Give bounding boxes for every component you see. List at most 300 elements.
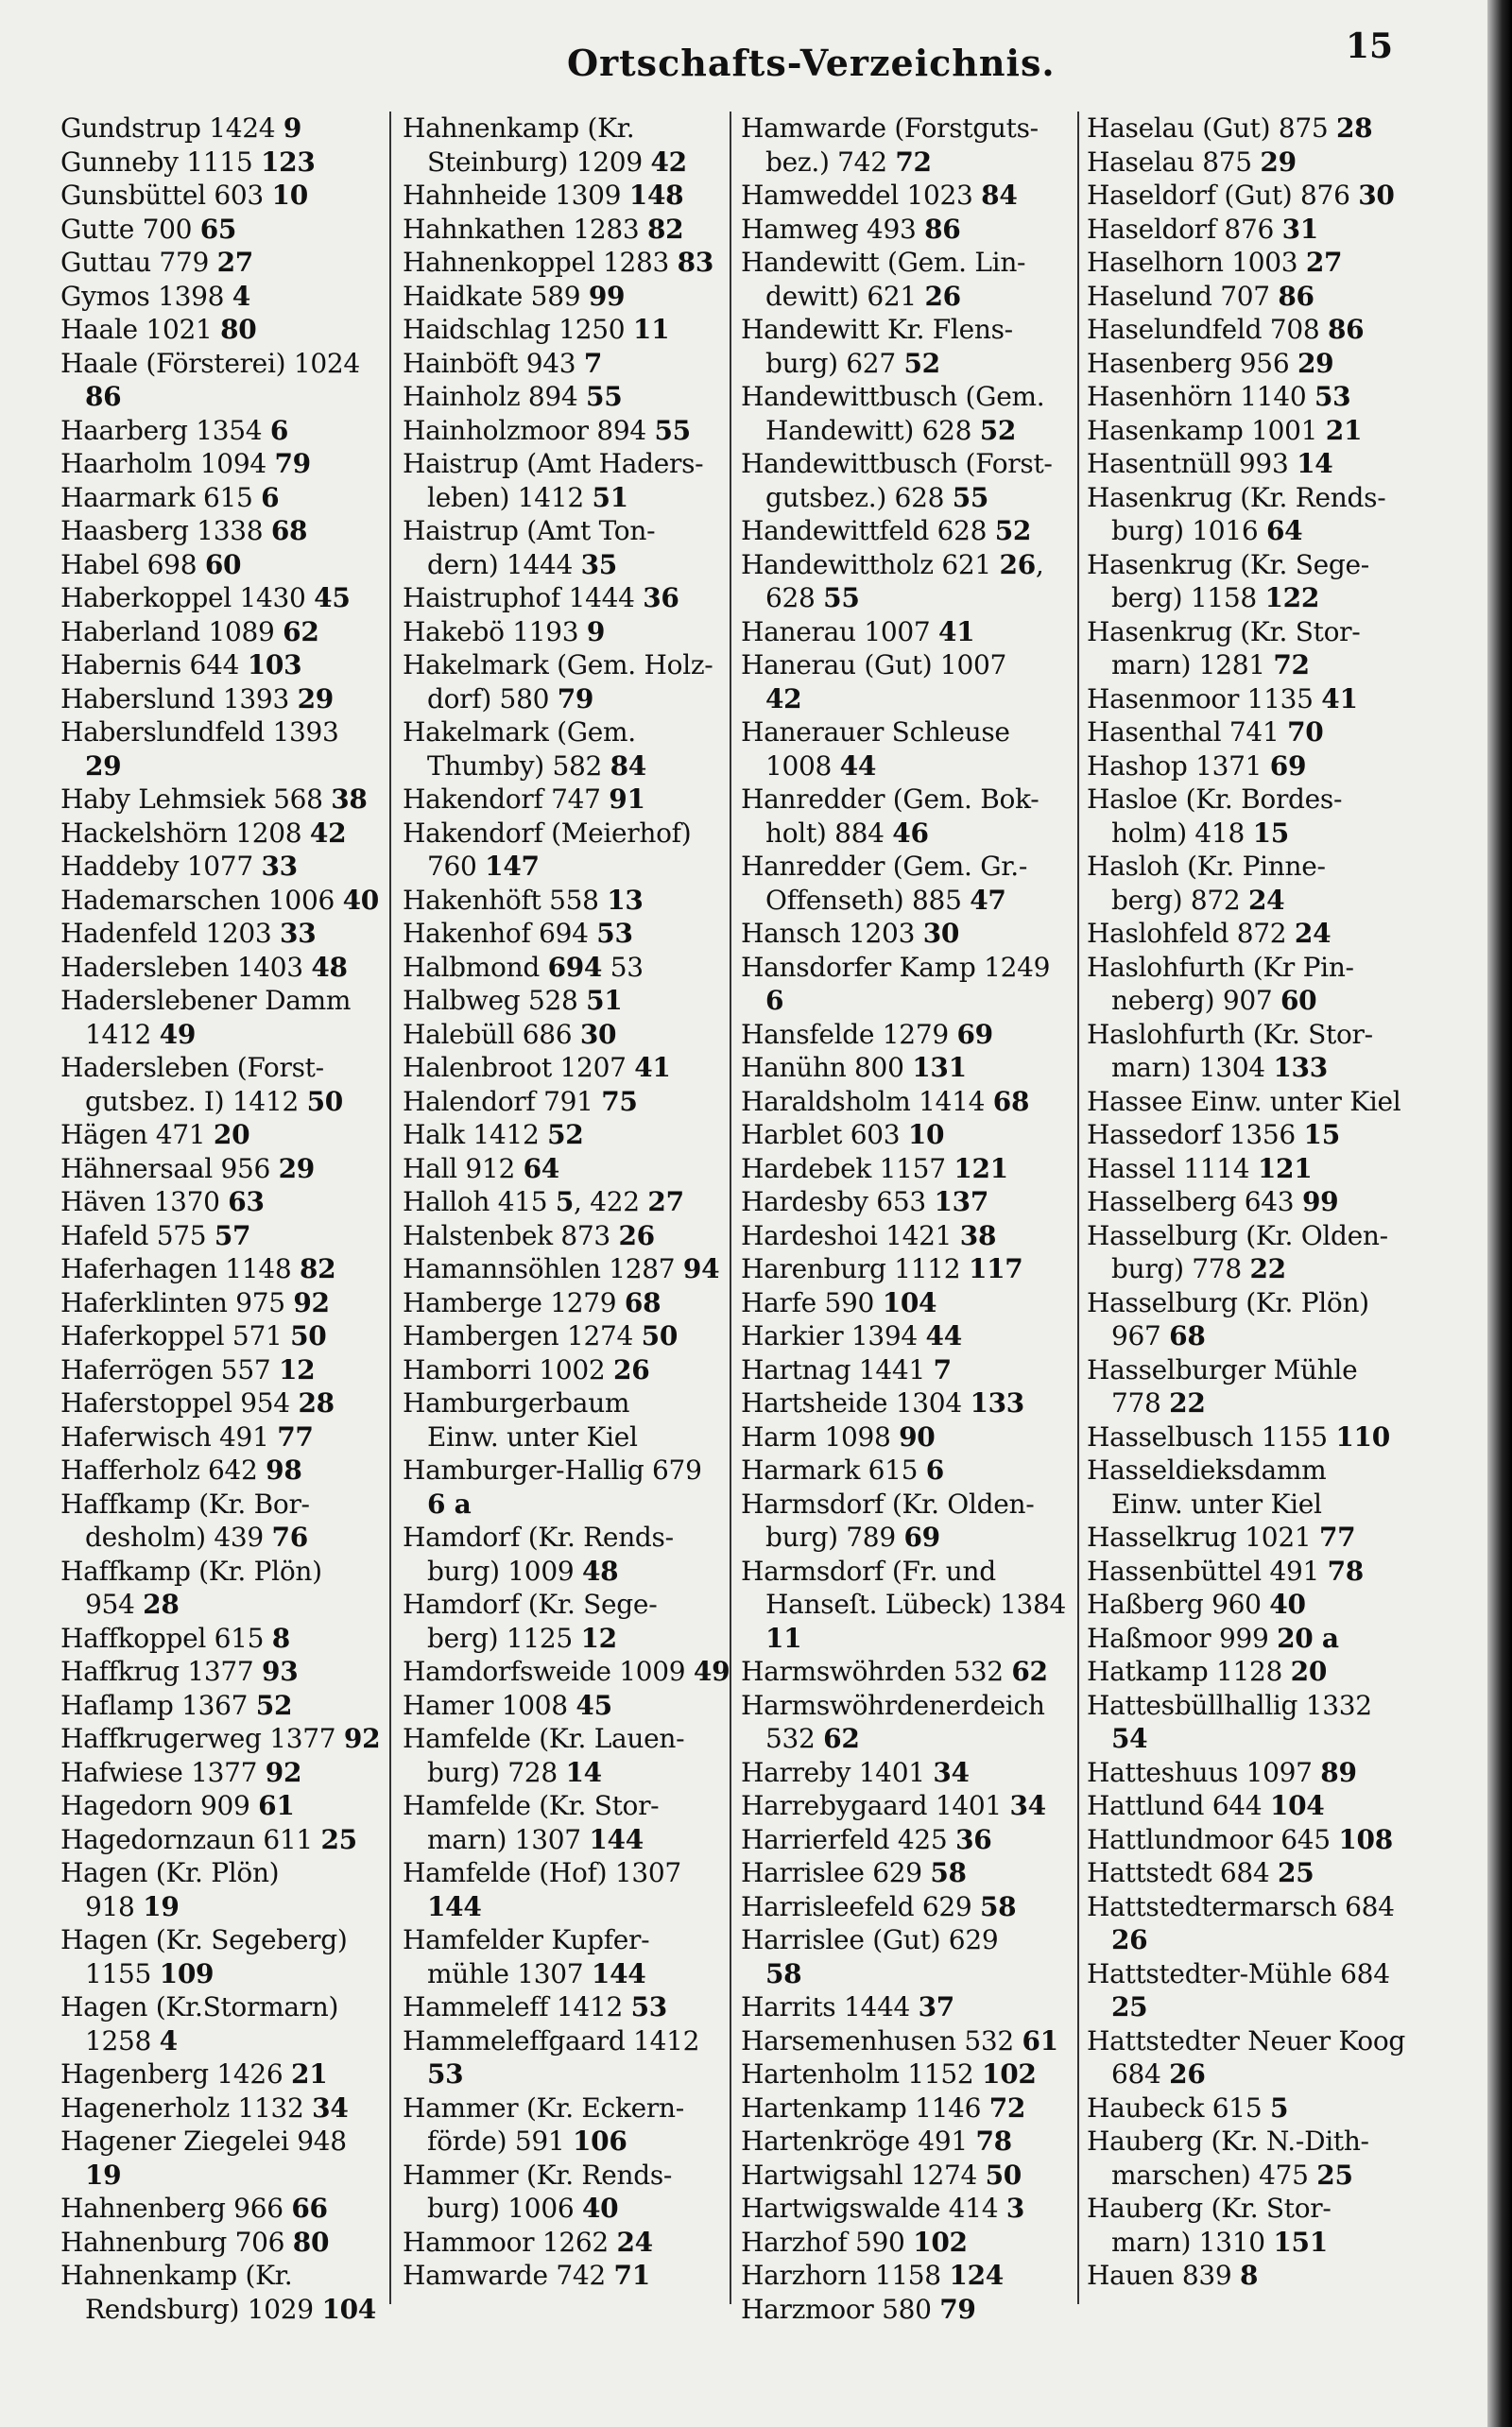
entry-page-ref: 29 [1297, 347, 1334, 379]
entry-text: Hagenerholz 1132 [60, 2091, 313, 2124]
entry-page-ref: 8 [271, 1622, 290, 1654]
entry-page-ref: 42 [765, 682, 802, 714]
index-entry-line [741, 1018, 1072, 1052]
entry-page-ref: 55 [823, 582, 860, 613]
index-entry-line [60, 817, 382, 851]
index-entry-line [60, 1789, 382, 1823]
index-entry-line [60, 783, 382, 817]
index-entry-line [741, 481, 1072, 515]
index-entry-line [741, 1890, 1072, 1924]
index-entry-line [403, 1789, 724, 1823]
entry-page-ref: 99 [588, 280, 626, 312]
index-entry-line [1087, 581, 1446, 615]
index-entry-line [1087, 146, 1446, 180]
entry-text: Hadenfeld 1203 [60, 918, 281, 949]
entry-page-ref: 48 [581, 1555, 619, 1587]
index-entry-line [403, 514, 724, 548]
index-entry-line [741, 817, 1072, 851]
index-entry-line [60, 1488, 382, 1522]
index-entry-line [741, 1353, 1072, 1387]
index-entry-line [1087, 1319, 1446, 1353]
entry-text: Hassenbüttel 491 [1087, 1555, 1328, 1587]
index-entry-line [1087, 1856, 1446, 1890]
entry-page-ref: 77 [1318, 1522, 1356, 1553]
index-entry-line [1087, 682, 1446, 716]
entry-page-ref: 53 [596, 918, 633, 949]
entry-page-ref: 78 [1327, 1555, 1364, 1587]
entry-text: Haffkrug 1377 [60, 1656, 263, 1687]
entry-text: 53 [602, 951, 644, 983]
column-divider [389, 112, 391, 2304]
entry-text: Hasselburg (Kr. Olden- [1087, 1219, 1388, 1251]
entry-text: Hamwarde 742 [403, 2260, 614, 2291]
index-entry-line [741, 648, 1072, 682]
entry-page-ref: 144 [591, 1957, 646, 1989]
index-entry-line [403, 347, 724, 381]
index-entry-line [741, 1823, 1072, 1857]
index-entry-line [403, 2024, 724, 2058]
entry-page-ref: 34 [312, 2091, 349, 2124]
entry-page-ref: 42 [309, 817, 347, 849]
entry-page-ref: 103 [247, 649, 302, 680]
entry-text: Handewitt (Gem. Lin- [741, 247, 1026, 278]
index-entry-line [741, 682, 1072, 716]
entry-page-ref: 80 [220, 314, 257, 345]
index-entry-line [1087, 2024, 1446, 2058]
index-entry-line [741, 1252, 1072, 1286]
index-entry-line [60, 1923, 382, 1957]
entry-page-ref: 6 [269, 414, 289, 446]
entry-text: Harrisleefeld 629 [741, 1890, 980, 1922]
index-entry-line [60, 179, 382, 213]
entry-text: Halbmond [403, 951, 548, 983]
entry-page-ref: 34 [933, 1756, 970, 1788]
index-column-2 [403, 112, 730, 2418]
index-entry-line [1087, 1420, 1446, 1454]
entry-text: Harzhorn 1158 [741, 2260, 950, 2291]
index-entry-line [1087, 1353, 1446, 1387]
entry-text: Hademarschen 1006 [60, 884, 343, 916]
entry-text: Hasenmoor 1135 [1087, 682, 1322, 714]
entry-page-ref: 5 [555, 1186, 575, 1217]
entry-text: Halk 1412 [403, 1119, 548, 1150]
index-entry-line [1087, 1488, 1446, 1522]
entry-text: Hauberg (Kr. Stor- [1087, 2193, 1332, 2224]
entry-text: Haarmark 615 [60, 481, 262, 513]
entry-text: 778 [1111, 1387, 1170, 1419]
index-entry-line [60, 648, 382, 682]
index-entry-line [1087, 1252, 1446, 1286]
entry-page-ref: 21 [1325, 414, 1363, 446]
index-entry-line [741, 1521, 1072, 1555]
index-entry-line [1087, 1622, 1446, 1656]
entry-page-ref: 10 [907, 1119, 945, 1150]
entry-text: Halbweg 528 [403, 985, 587, 1016]
index-entry-line [60, 1152, 382, 1186]
entry-text: Haferrögen 557 [60, 1353, 279, 1386]
index-entry-line [1087, 1185, 1446, 1219]
entry-text: Haferstoppel 954 [60, 1387, 299, 1419]
index-entry-line [60, 1689, 382, 1723]
entry-text: Hainholzmoor 894 [403, 414, 655, 446]
entry-text: Hanseſt. Lübeck) 1384 [765, 1589, 1067, 1620]
entry-text: Haubeck 615 [1087, 2091, 1270, 2124]
entry-page-ref: 82 [647, 213, 684, 245]
entry-page-ref: 92 [293, 1286, 330, 1318]
entry-page-ref: 30 [922, 918, 960, 949]
entry-text: Hamer 1008 [403, 1689, 576, 1721]
entry-text: Hakendorf 747 [403, 783, 610, 815]
index-entry-line [741, 2293, 1072, 2327]
entry-page-ref: 137 [934, 1186, 989, 1217]
entry-page-ref: 63 [228, 1186, 265, 1217]
entry-text: Hagen (Kr.Stormarn) [60, 1991, 339, 2022]
entry-page-ref: 6 a [427, 1488, 472, 1520]
entry-text: Habernis 644 [60, 649, 248, 680]
index-entry-line [403, 1051, 724, 1085]
entry-text: Hamdorf (Kr. Sege- [403, 1589, 658, 1620]
entry-page-ref: 86 [85, 381, 122, 412]
entry-page-ref: 77 [277, 1420, 314, 1453]
entry-text: Haßberg 960 [1087, 1589, 1270, 1620]
entry-text: Harsemenhusen 532 [741, 2024, 1022, 2057]
entry-page-ref: 147 [485, 851, 540, 882]
entry-text: Harmswöhrden 532 [741, 1656, 1012, 1687]
entry-page-ref: 25 [1316, 2159, 1353, 2191]
index-entry-line [403, 213, 724, 247]
entry-page-ref: 70 [1287, 716, 1324, 748]
entry-text: Hasseldieksdamm [1087, 1454, 1327, 1486]
entry-text: dorf) 580 [427, 682, 558, 714]
index-entry-line [1087, 1923, 1446, 1957]
entry-page-ref: 10 [271, 180, 308, 211]
entry-page-ref: 49 [159, 1018, 197, 1050]
entry-text: Habel 698 [60, 548, 205, 580]
index-entry-line [403, 1722, 724, 1756]
index-entry-line [1087, 414, 1446, 448]
entry-page-ref: 50 [290, 1320, 327, 1351]
entry-text: Gunsbüttel 603 [60, 180, 272, 211]
index-entry-line [741, 615, 1072, 649]
entry-page-ref: 9 [283, 112, 302, 144]
index-entry-line [1087, 1823, 1446, 1857]
index-entry-line [741, 1588, 1072, 1622]
entry-text: marn) 1307 [427, 1823, 590, 1855]
index-entry-line [1087, 1722, 1446, 1756]
entry-text: Hahnenkoppel 1283 [403, 247, 678, 278]
index-entry-line [741, 2024, 1072, 2058]
index-entry-line [1087, 179, 1446, 213]
index-entry-line [403, 1252, 724, 1286]
entry-text: Hassee Einw. unter Kiel [1087, 1085, 1401, 1117]
entry-text: Hardesby 653 [741, 1186, 935, 1217]
index-entry-line [403, 1118, 724, 1152]
entry-text: , [1035, 548, 1044, 580]
index-entry-line [403, 1521, 724, 1555]
index-entry-line [1087, 112, 1446, 146]
entry-text: Hasenkrug (Kr. Rends- [1087, 481, 1386, 513]
index-entry-line [403, 481, 724, 515]
entry-text: Offenseth) 885 [765, 884, 971, 916]
entry-text: Haseldorf 876 [1087, 213, 1282, 245]
entry-page-ref: 46 [892, 817, 929, 849]
entry-page-ref: 58 [930, 1857, 967, 1888]
entry-text: Hasloe (Kr. Bordes- [1087, 783, 1343, 815]
entry-text: Hansch 1203 [741, 918, 923, 949]
entry-page-ref: 55 [586, 381, 623, 412]
entry-text: 1155 [85, 1957, 160, 1989]
entry-text: Hamfelde (Hof) 1307 [403, 1857, 681, 1888]
entry-text: Gutte 700 [60, 213, 200, 245]
index-entry-line [403, 1420, 724, 1454]
entry-page-ref: 40 [342, 884, 379, 916]
entry-page-ref: 30 [1358, 180, 1395, 211]
entry-page-ref: 40 [581, 2193, 619, 2224]
index-entry-line [60, 1252, 382, 1286]
index-entry-line [1087, 715, 1446, 749]
index-entry-line [1087, 1386, 1446, 1420]
entry-page-ref: 7 [933, 1353, 952, 1386]
entry-text: Haferkoppel 571 [60, 1320, 291, 1351]
index-entry-line [741, 313, 1072, 347]
entry-page-ref: 21 [291, 2058, 328, 2090]
entry-text: Hahnenkamp (Kr. [403, 112, 635, 144]
entry-text: Hartnag 1441 [741, 1353, 934, 1386]
entry-page-ref: 58 [979, 1890, 1017, 1922]
entry-text: Halloh 415 [403, 1186, 556, 1217]
entry-page-ref: 53 [427, 2058, 464, 2090]
entry-text: Haarberg 1354 [60, 414, 270, 446]
index-entry-line [741, 2159, 1072, 2193]
index-entry-line [1087, 1990, 1446, 2024]
entry-page-ref: 52 [255, 1689, 293, 1721]
index-entry-line [60, 112, 382, 146]
entry-page-ref: 26 [613, 1353, 650, 1386]
entry-page-ref: 106 [572, 2126, 627, 2157]
index-entry-line [741, 213, 1072, 247]
index-entry-line [403, 850, 724, 884]
entry-page-ref: 24 [1294, 918, 1332, 949]
entry-page-ref: 92 [343, 1723, 381, 1754]
index-entry-line [60, 2293, 382, 2327]
entry-page-ref: 4 [232, 280, 250, 312]
entry-text: Hanerau (Gut) 1007 [741, 649, 1006, 680]
index-column-3 [741, 112, 1072, 2418]
entry-page-ref: 104 [321, 2293, 376, 2325]
index-entry-line [60, 447, 382, 481]
entry-page-ref: 55 [654, 414, 691, 446]
entry-page-ref: 29 [85, 749, 122, 782]
index-entry-line [741, 1990, 1072, 2024]
index-entry-line [1087, 1085, 1446, 1119]
entry-text: Haberkoppel 1430 [60, 582, 315, 613]
entry-text: Hamdorfsweide 1009 [403, 1656, 694, 1687]
entry-text: Guttau 779 [60, 247, 217, 278]
entry-text: 532 [765, 1723, 824, 1754]
entry-text: Hamberge 1279 [403, 1286, 625, 1318]
entry-page-ref: 45 [576, 1689, 612, 1721]
index-entry-line [403, 581, 724, 615]
entry-text: Handewittholz 621 [741, 548, 1000, 580]
entry-text: Harkier 1394 [741, 1320, 926, 1351]
index-entry-line [1087, 1588, 1446, 1622]
entry-page-ref: 20 [1290, 1656, 1328, 1687]
entry-page-ref: 13 [607, 884, 644, 916]
index-entry-line [60, 682, 382, 716]
entry-page-ref: 60 [204, 548, 242, 580]
index-entry-line [60, 1588, 382, 1622]
entry-page-ref: 148 [628, 180, 684, 211]
entry-page-ref: 90 [899, 1420, 936, 1453]
entry-page-ref: 86 [1278, 280, 1314, 312]
index-entry-line [403, 648, 724, 682]
entry-text: Hähnersaal 956 [60, 1152, 279, 1184]
entry-page-ref: 29 [278, 1152, 315, 1184]
entry-text: Hammeleffgaard 1412 [403, 2024, 700, 2057]
index-entry-line [403, 783, 724, 817]
entry-text: gutsbez. I) 1412 [85, 1085, 307, 1117]
index-entry-line [1087, 984, 1446, 1018]
index-entry-line [60, 2091, 382, 2126]
entry-page-ref: 33 [280, 918, 317, 949]
index-entry-line [1087, 1051, 1446, 1085]
index-entry-line [1087, 648, 1446, 682]
entry-page-ref: 61 [258, 1790, 295, 1821]
entry-page-ref: 133 [970, 1387, 1024, 1419]
entry-text: 954 [85, 1589, 144, 1620]
entry-text: Haseldorf (Gut) 876 [1087, 180, 1359, 211]
entry-page-ref: 7 [583, 347, 603, 379]
entry-page-ref: 122 [1264, 582, 1320, 613]
entry-text: Haistrup (Amt Ton- [403, 515, 656, 546]
entry-page-ref: 19 [85, 2159, 122, 2191]
index-entry-line [403, 1018, 724, 1052]
entry-text: Harrislee (Gut) 629 [741, 1924, 999, 1955]
index-entry-line [741, 1957, 1072, 1991]
entry-page-ref: 29 [1260, 146, 1297, 178]
entry-text: Hatteshuus 1097 [1087, 1756, 1321, 1788]
index-entry-line [60, 1521, 382, 1555]
entry-text: Hagedorn 909 [60, 1790, 259, 1821]
entry-text: Harrits 1444 [741, 1991, 919, 2022]
entry-page-ref: 75 [601, 1085, 638, 1117]
entry-page-ref: 80 [292, 2226, 330, 2258]
index-entry-line [60, 1990, 382, 2024]
entry-text: Hamannsöhlen 1287 [403, 1253, 683, 1284]
index-entry-line [1087, 1018, 1446, 1052]
entry-page-ref: 121 [954, 1152, 1008, 1184]
entry-text: Hasentnüll 993 [1087, 448, 1297, 479]
entry-text: Hainholz 894 [403, 381, 587, 412]
entry-text: Hahnenburg 706 [60, 2226, 293, 2258]
index-entry-line [403, 1890, 724, 1924]
index-entry-line [403, 2259, 724, 2293]
entry-text: Haberslund 1393 [60, 682, 298, 714]
index-entry-line [403, 1756, 724, 1790]
index-entry-line [741, 2125, 1072, 2159]
entry-text: Haraldsholm 1414 [741, 1085, 993, 1117]
entry-text: bez.) 742 [765, 146, 896, 178]
entry-text: Hasselbusch 1155 [1087, 1420, 1336, 1453]
index-entry-line [741, 1789, 1072, 1823]
entry-page-ref: 6 [261, 481, 280, 513]
entry-page-ref: 694 [547, 951, 603, 983]
entry-text: Haale (Försterei) 1024 [60, 347, 360, 379]
entry-text: Hafwiese 1377 [60, 1756, 266, 1788]
entry-page-ref: 144 [589, 1823, 644, 1855]
index-entry-line [403, 280, 724, 314]
entry-text: , 422 [574, 1186, 648, 1217]
entry-text: gutsbez.) 628 [765, 481, 953, 513]
index-entry-line [60, 1890, 382, 1924]
scan-edge-shadow [1487, 0, 1512, 2427]
entry-page-ref: 29 [297, 682, 334, 714]
index-entry-line [60, 1219, 382, 1253]
entry-page-ref: 15 [1303, 1119, 1340, 1150]
entry-text: Hammer (Kr. Eckern- [403, 2091, 684, 2124]
index-entry-line [741, 2057, 1072, 2091]
entry-page-ref: 33 [261, 851, 298, 882]
entry-text: Haffkrugerweg 1377 [60, 1723, 344, 1754]
entry-page-ref: 52 [979, 414, 1017, 446]
entry-text: Gunneby 1115 [60, 146, 261, 178]
entry-text: Hahnkathen 1283 [403, 213, 647, 245]
entry-page-ref: 11 [632, 314, 670, 345]
entry-page-ref: 41 [1321, 682, 1358, 714]
entry-text: Haferhagen 1148 [60, 1253, 300, 1284]
entry-text: burg) 1009 [427, 1555, 582, 1587]
index-entry-line [60, 1286, 382, 1320]
entry-text: Harrislee 629 [741, 1857, 931, 1888]
index-entry-line [741, 1051, 1072, 1085]
index-entry-line [1087, 1521, 1446, 1555]
index-entry-line [741, 1420, 1072, 1454]
index-entry-line [741, 1689, 1072, 1723]
entry-page-ref: 11 [765, 1622, 802, 1654]
entry-text: Hatkamp 1128 [1087, 1656, 1291, 1687]
entry-page-ref: 4 [159, 2024, 178, 2057]
entry-page-ref: 14 [565, 1756, 602, 1788]
entry-text: Hakelmark (Gem. [403, 716, 636, 748]
index-entry-line [1087, 783, 1446, 817]
entry-text: Hakebö 1193 [403, 615, 587, 647]
index-entry-line [1087, 2226, 1446, 2260]
entry-text: Hamburger-Hallig 679 [403, 1454, 702, 1486]
index-entry-line [1087, 884, 1446, 918]
entry-text: Hackelshörn 1208 [60, 817, 310, 849]
entry-page-ref: 62 [1011, 1656, 1048, 1687]
index-entry-line [403, 951, 724, 985]
entry-text: Haßmoor 999 [1087, 1622, 1278, 1654]
entry-page-ref: 38 [959, 1219, 997, 1251]
entry-text: förde) 591 [427, 2126, 573, 2157]
index-entry-line [1087, 2159, 1446, 2193]
page-number: 15 [1346, 26, 1394, 66]
entry-text: Hanredder (Gem. Gr.- [741, 851, 1028, 882]
entry-text: 1412 [85, 1018, 160, 1050]
index-entry-line [1087, 1655, 1446, 1689]
index-entry-line [741, 951, 1072, 985]
index-entry-line [741, 1454, 1072, 1488]
entry-text: Haslohfeld 872 [1087, 918, 1295, 949]
index-entry-line [403, 1219, 724, 1253]
index-entry-line [1087, 1454, 1446, 1488]
index-entry-line [1087, 2091, 1446, 2126]
entry-text: Haffkamp (Kr. Plön) [60, 1555, 322, 1587]
index-entry-line [1087, 1689, 1446, 1723]
index-entry-line [741, 850, 1072, 884]
entry-page-ref: 54 [1111, 1723, 1148, 1754]
